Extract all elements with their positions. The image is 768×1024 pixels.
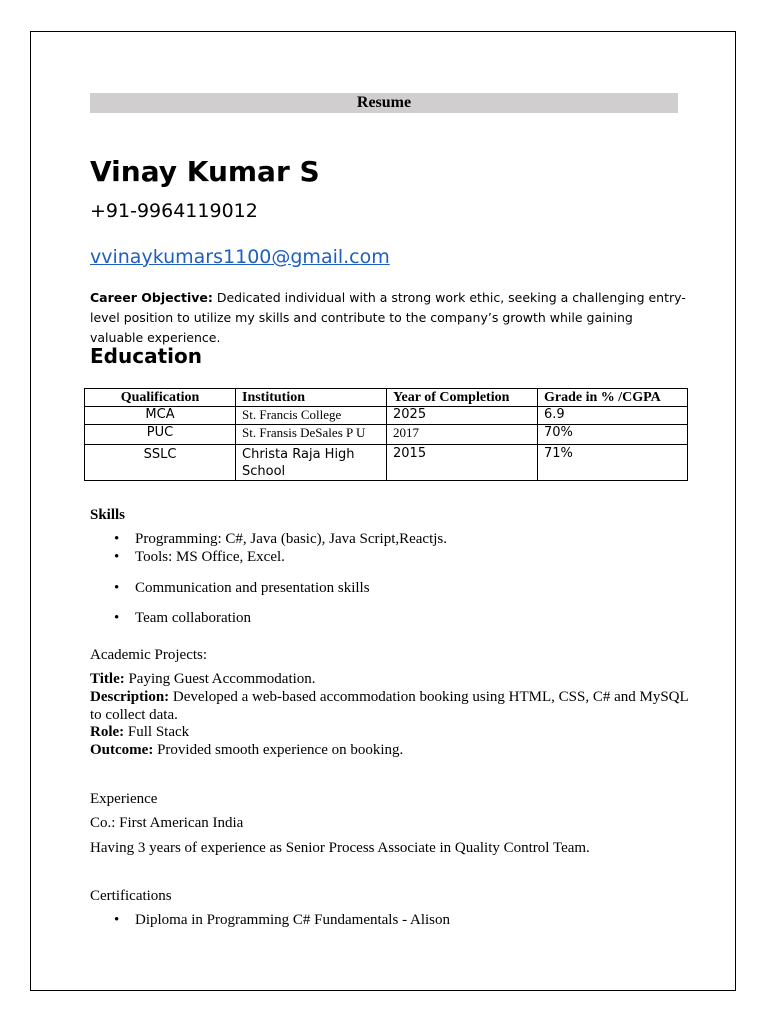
qualification-cell: MCA: [85, 407, 236, 425]
institution-cell: Christa Raja High School: [236, 445, 387, 481]
bullet-icon: •: [114, 580, 120, 596]
education-table: [84, 388, 688, 481]
experience-heading: Experience: [90, 791, 158, 807]
project-description-line: [90, 689, 690, 725]
career-objective-text: Dedicated individual with a strong work ethic, seeking a challenging entry-level position to utilize my skills and contribute to the company’s growth while gaining valuable experience.: [90, 290, 686, 345]
project-role-line: [90, 724, 690, 742]
column-header: Grade in % /CGPA: [538, 389, 688, 407]
project-outcome-label: Outcome:: [90, 742, 154, 759]
education-heading: Education: [90, 344, 202, 368]
phone-number: +91-9964119012: [90, 200, 258, 222]
table-header-row: [85, 389, 688, 407]
certification-item: Diploma in Programming C# Fundamentals - Alison: [135, 912, 450, 928]
table-row: [85, 425, 688, 445]
table-row: [85, 407, 688, 425]
skill-item: Tools: MS Office, Excel.: [135, 549, 285, 565]
candidate-name: Vinay Kumar S: [90, 155, 320, 188]
experience-summary: Having 3 years of experience as Senior Process Associate in Quality Control Team.: [90, 840, 590, 856]
column-header: Qualification: [85, 389, 236, 407]
project-details: [90, 671, 690, 760]
qualification-cell: SSLC: [85, 445, 236, 481]
qualification-cell: PUC: [85, 425, 236, 445]
email-link[interactable]: vvinaykumars1100@gmail.com: [90, 246, 390, 268]
column-header: Institution: [236, 389, 387, 407]
career-objective-label: Career Objective:: [90, 290, 213, 305]
project-description: Developed a web-based accommodation booking using HTML, CSS, C# and MySQL to collect data.: [90, 688, 689, 723]
institution-cell: St. Francis College: [236, 407, 387, 425]
experience-company: Co.: First American India: [90, 815, 244, 831]
grade-cell: 6.9: [538, 407, 688, 425]
grade-cell: 70%: [538, 425, 688, 445]
project-outcome: Provided smooth experience on booking.: [153, 742, 404, 759]
project-role-label: Role:: [90, 724, 125, 741]
skills-heading: Skills: [90, 507, 126, 523]
certifications-heading: Certifications: [90, 888, 172, 904]
project-title: Paying Guest Accommodation.: [124, 671, 316, 687]
year-cell: 2017: [387, 425, 538, 445]
resume-title: Resume: [90, 93, 678, 113]
career-objective: [90, 288, 690, 348]
bullet-icon: •: [114, 912, 120, 928]
project-outcome-line: [90, 742, 690, 760]
skill-item: Team collaboration: [135, 610, 251, 626]
projects-heading: Academic Projects:: [90, 647, 208, 663]
project-title-label: Title:: [90, 671, 125, 687]
project-title-line: [90, 671, 690, 689]
bullet-icon: •: [114, 549, 120, 565]
year-cell: 2015: [387, 445, 538, 481]
table-row: [85, 445, 688, 481]
skill-item: Programming: C#, Java (basic), Java Script,Reactjs.: [135, 531, 448, 547]
bullet-icon: •: [114, 531, 120, 547]
institution-cell: St. Fransis DeSales P U: [236, 425, 387, 445]
project-role: Full Stack: [124, 724, 190, 741]
bullet-icon: •: [114, 610, 120, 626]
column-header: Year of Completion: [387, 389, 538, 407]
skill-item: Communication and presentation skills: [135, 580, 370, 596]
project-description-label: Description:: [90, 688, 170, 705]
year-cell: 2025: [387, 407, 538, 425]
grade-cell: 71%: [538, 445, 688, 481]
